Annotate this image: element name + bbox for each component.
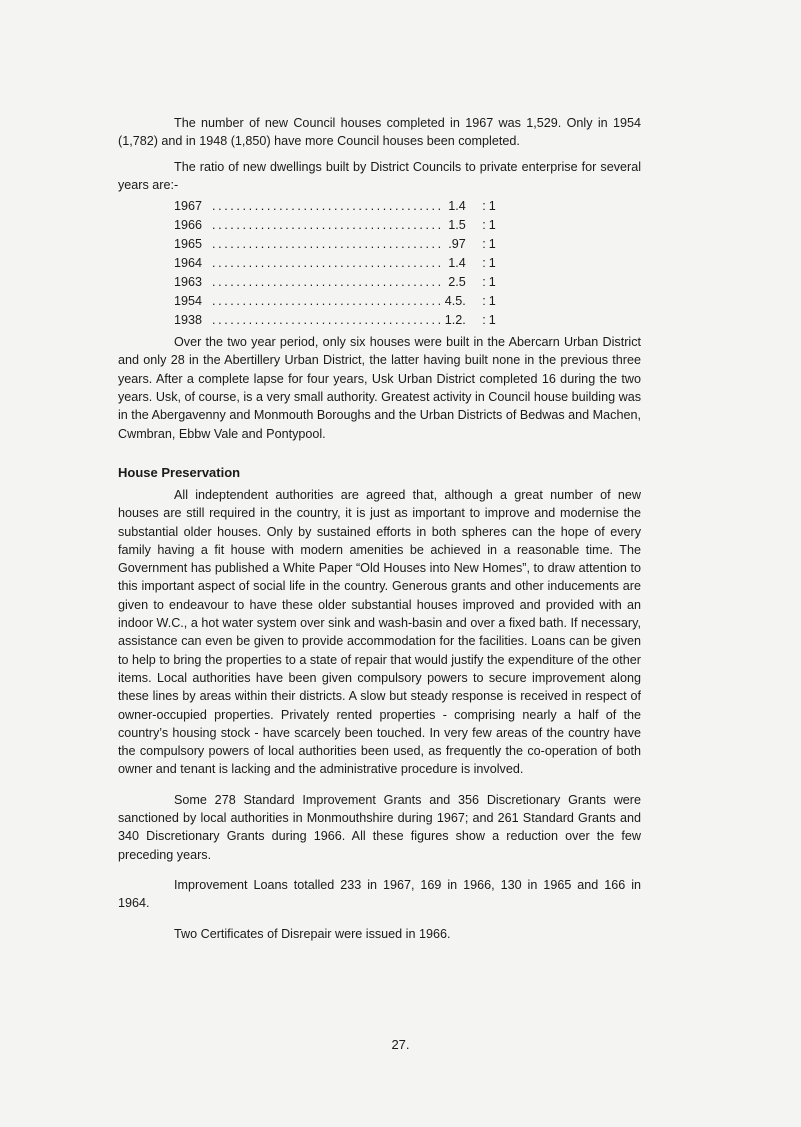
ratio-value: 4.5. <box>444 294 466 309</box>
ratio-unit: 1 <box>488 256 496 271</box>
ratio-row <box>174 311 499 330</box>
ratio-unit: 1 <box>488 199 496 214</box>
ratio-unit: 1 <box>488 294 496 309</box>
ratio-year: 1964 <box>174 256 203 271</box>
paragraph-grants: Some 278 Standard Improvement Grants and 356 Discretionary Grants were sanctioned by local authorities in Monmouthshire during 1967; and 261 Standard Grants and 340 Discretionary Grants during 1966. All these figures show a reduction over the few preceding years. <box>118 792 641 862</box>
ratio-separator: : <box>482 218 486 233</box>
ratio-separator: : <box>482 237 486 252</box>
ratio-value: 1.2. <box>444 313 466 328</box>
ratio-value: 1.4 <box>448 256 466 271</box>
leader-dots: ...................................... <box>212 256 444 271</box>
ratio-separator: : <box>482 199 486 214</box>
ratio-separator: : <box>482 256 486 271</box>
ratio-year: 1966 <box>174 218 203 233</box>
paragraph-loans: Improvement Loans totalled 233 in 1967, 169 in 1966, 130 in 1965 and 166 in 1964. <box>118 877 641 911</box>
ratio-table <box>174 197 499 330</box>
paragraph-two-year-period: Over the two year period, only six houses were built in the Abercarn Urban District and only 28 in the Abertillery Urban District, the latter having built none in the previous three years. After a complete lapse for four years, Usk Urban District completed 16 during the two years. Usk, of course, is a very small authority. Greatest activity in Council house building was in the Abergavenny and Monmouth Boroughs and the Urban Districts of Bedwas and Machen, Cwmbran, Ebbw Vale and Pontypool. <box>118 335 641 441</box>
ratio-year: 1967 <box>174 199 203 214</box>
ratio-row <box>174 197 499 216</box>
paragraph-ratio-intro: The ratio of new dwellings built by District Councils to private enterprise for several years are:- <box>118 159 641 192</box>
ratio-unit: 1 <box>488 313 496 328</box>
ratio-row <box>174 216 499 235</box>
ratio-year: 1954 <box>174 294 203 309</box>
ratio-unit: 1 <box>488 237 496 252</box>
ratio-value: .97 <box>448 237 466 252</box>
ratio-separator: : <box>482 294 486 309</box>
ratio-row <box>174 273 499 292</box>
paragraph-preservation: All indeptendent authorities are agreed that, although a great number of new houses are still required in the country, it is just as important to improve and modernise the substantial older houses. Only by sustained efforts in both spheres can the hope of every family having a fit house with modern amenities be achieved in a reasonable time. The Government has published a White Paper “Old Houses into New Homes”, to draw attention to this important aspect of social life in the country. Generous grants and other inducements are given to endeavour to have these older substantial houses improved and provided with an indoor W.C., a hot water system over sink and wash-basin and over a fixed bath. If necessary, assistance can even be given to provide accommodation for the facilities. Loans can be given to help to bring the properties to a state of repair that would justify the expenditure of the other items. Local authorities have been given compulsory powers to secure improvement along these lines by areas within their districts. A slow but steady response is received in respect of owner-occupied properties. Privately rented properties - comprising nearly a half of the country’s housing stock - have scarcely been touched. In very few areas of the country have the compulsory powers of local authorities been used, as frequently the co-operation of both owner and tenant is lacking and the administrative procedure is involved. <box>118 487 641 777</box>
ratio-row <box>174 254 499 273</box>
ratio-year: 1963 <box>174 275 203 290</box>
ratio-value: 2.5 <box>448 275 466 290</box>
leader-dots: ...................................... <box>212 294 444 309</box>
ratio-row <box>174 292 499 311</box>
section-heading: House Preservation <box>118 464 241 480</box>
leader-dots: ...................................... <box>212 199 444 214</box>
ratio-unit: 1 <box>488 218 496 233</box>
ratio-separator: : <box>482 275 486 290</box>
ratio-value: 1.5 <box>448 218 466 233</box>
ratio-unit: 1 <box>488 275 496 290</box>
ratio-row <box>174 235 499 254</box>
ratio-year: 1965 <box>174 237 203 252</box>
ratio-value: 1.4 <box>448 199 466 214</box>
page-number: 27. <box>391 1037 410 1052</box>
leader-dots: ...................................... <box>212 275 444 290</box>
leader-dots: ...................................... <box>212 237 444 252</box>
paragraph-certificates: Two Certificates of Disrepair were issued in 1966. <box>174 926 451 941</box>
leader-dots: ...................................... <box>212 218 444 233</box>
ratio-year: 1938 <box>174 313 203 328</box>
ratio-separator: : <box>482 313 486 328</box>
leader-dots: ...................................... <box>212 313 444 328</box>
paragraph-council-houses: The number of new Council houses completed in 1967 was 1,529. Only in 1954 (1,782) and in 1948 (1,850) have more Council houses been completed. <box>118 116 641 149</box>
